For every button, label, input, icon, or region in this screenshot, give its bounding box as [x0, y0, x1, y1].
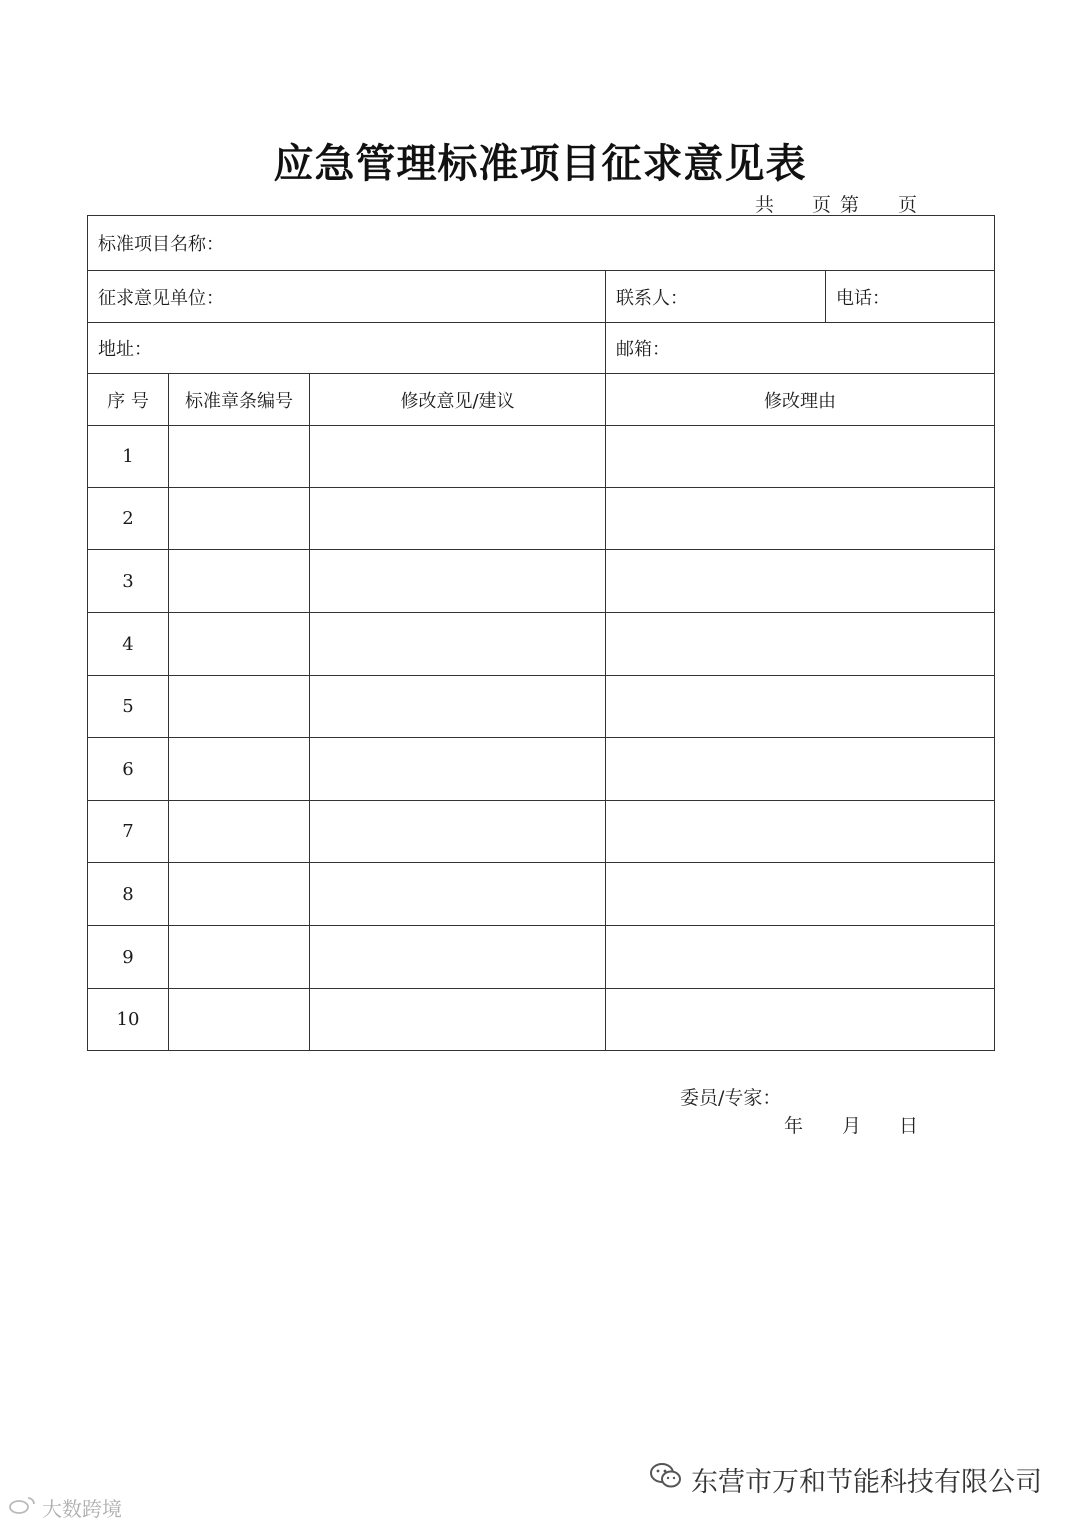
clause-cell[interactable] — [169, 676, 310, 738]
phone-field[interactable] — [826, 271, 995, 323]
weibo-icon — [8, 1495, 38, 1520]
table-row — [88, 989, 995, 1051]
table-row — [88, 613, 995, 676]
reason-cell[interactable] — [606, 676, 995, 738]
clause-cell[interactable] — [169, 863, 310, 926]
clause-cell[interactable] — [169, 989, 310, 1051]
document-title: 应急管理标准项目征求意见表 — [273, 141, 807, 187]
row-number: 7 — [88, 801, 169, 863]
suggestion-cell[interactable] — [310, 801, 606, 863]
month-label: 月 — [842, 1115, 862, 1137]
clause-cell[interactable] — [169, 426, 310, 488]
row-number: 6 — [88, 738, 169, 801]
table-row — [88, 550, 995, 613]
suggestion-cell[interactable] — [310, 926, 606, 989]
year-label: 年 — [784, 1115, 804, 1137]
reason-cell[interactable] — [606, 863, 995, 926]
reason-cell[interactable] — [606, 550, 995, 613]
suggestion-cell[interactable] — [310, 426, 606, 488]
phone-label: 电话： — [836, 287, 890, 309]
reason-cell[interactable] — [606, 989, 995, 1051]
suggestion-cell[interactable] — [310, 989, 606, 1051]
row-number: 9 — [88, 926, 169, 989]
page-unit-label-1: 页 — [812, 194, 832, 216]
row-number: 2 — [88, 488, 169, 550]
clause-cell[interactable] — [169, 801, 310, 863]
clause-cell[interactable] — [169, 926, 310, 989]
source-watermark-text: 大数跨境 — [42, 1497, 122, 1521]
suggestion-cell[interactable] — [310, 613, 606, 676]
contact-field[interactable] — [606, 271, 826, 323]
address-field[interactable] — [88, 323, 606, 374]
email-field[interactable] — [606, 323, 995, 374]
row-number: 10 — [88, 989, 169, 1051]
opinion-form-table — [87, 215, 995, 1051]
table-header-row — [88, 374, 995, 426]
table-row — [88, 863, 995, 926]
clause-cell[interactable] — [169, 613, 310, 676]
header-clause-number: 标准章条编号 — [169, 374, 310, 426]
header-serial: 序 号 — [88, 374, 169, 426]
suggestion-cell[interactable] — [310, 863, 606, 926]
wechat-icon — [649, 1461, 683, 1498]
project-name-field[interactable] — [88, 216, 995, 271]
reason-cell[interactable] — [606, 801, 995, 863]
row-number: 8 — [88, 863, 169, 926]
row-number: 4 — [88, 613, 169, 676]
unit-label: 征求意见单位： — [98, 287, 224, 309]
address-email-row — [88, 323, 995, 374]
signer-label: 委员/专家： — [680, 1087, 782, 1109]
row-number: 5 — [88, 676, 169, 738]
suggestion-cell[interactable] — [310, 676, 606, 738]
table-row — [88, 488, 995, 550]
reason-cell[interactable] — [606, 926, 995, 989]
suggestion-cell[interactable] — [310, 738, 606, 801]
email-label: 邮箱： — [616, 339, 670, 360]
table-row — [88, 926, 995, 989]
suggestion-cell[interactable] — [310, 488, 606, 550]
table-row — [88, 738, 995, 801]
header-reason: 修改理由 — [606, 374, 995, 426]
table-row — [88, 676, 995, 738]
suggestion-cell[interactable] — [310, 550, 606, 613]
clause-cell[interactable] — [169, 488, 310, 550]
row-number: 1 — [88, 426, 169, 488]
day-label: 日 — [899, 1115, 919, 1137]
unit-contact-row — [88, 271, 995, 323]
reason-cell[interactable] — [606, 488, 995, 550]
clause-cell[interactable] — [169, 550, 310, 613]
project-name-label: 标准项目名称： — [98, 234, 224, 255]
company-watermark-text: 东营市万和节能科技有限公司 — [691, 1467, 1042, 1498]
table-row — [88, 426, 995, 488]
company-watermark — [649, 1460, 1042, 1499]
header-suggestion: 修改意见/建议 — [310, 374, 606, 426]
reason-cell[interactable] — [606, 426, 995, 488]
page-total-label: 共 — [755, 194, 775, 216]
unit-field[interactable] — [88, 271, 606, 323]
page-nth-label: 第 — [840, 194, 860, 216]
reason-cell[interactable] — [606, 613, 995, 676]
reason-cell[interactable] — [606, 738, 995, 801]
table-row — [88, 801, 995, 863]
address-label: 地址： — [98, 339, 152, 360]
project-name-row — [88, 216, 995, 271]
source-watermark — [8, 1493, 122, 1522]
contact-label: 联系人： — [616, 287, 688, 309]
row-number: 3 — [88, 550, 169, 613]
page-unit-label-2: 页 — [898, 194, 918, 216]
clause-cell[interactable] — [169, 738, 310, 801]
